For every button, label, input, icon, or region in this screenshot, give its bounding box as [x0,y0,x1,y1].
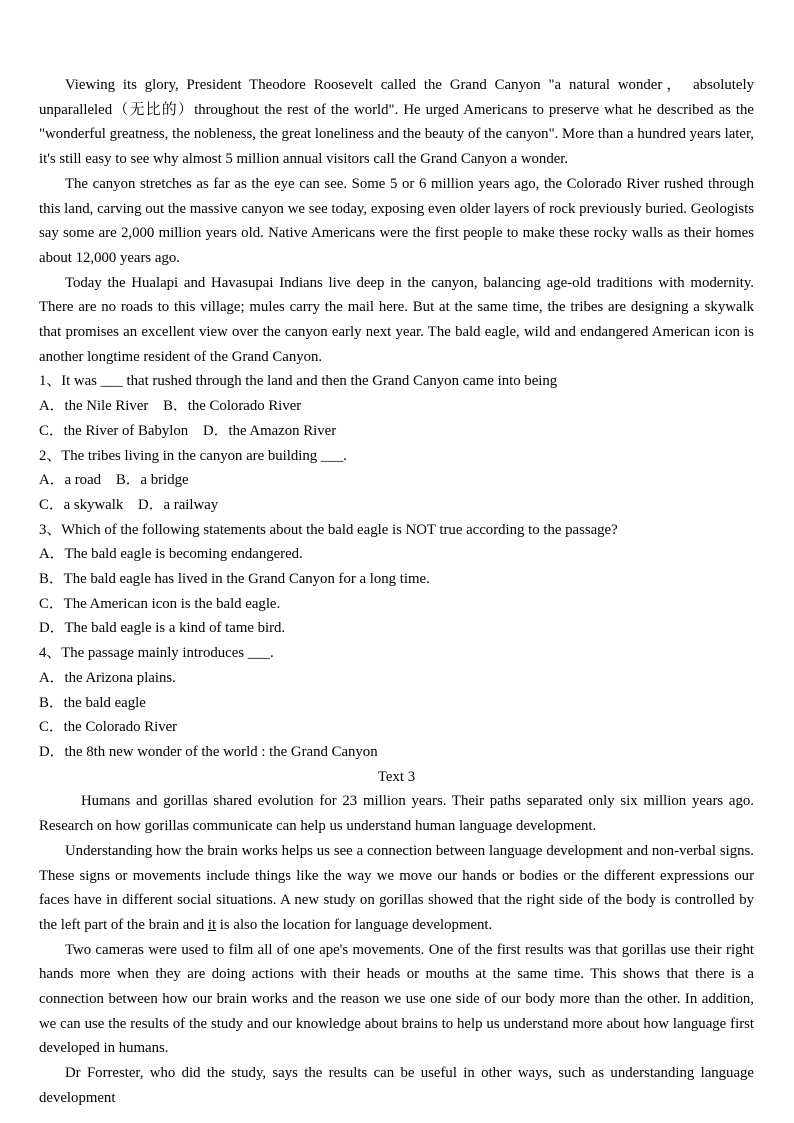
question-4-stem: 4、The passage mainly introduces ___. [39,645,274,662]
question-3-option-c: C．The American icon is the bald eagle. [39,595,281,612]
question-2-stem: 2、The tribes living in the canyon are building ___. [39,447,347,464]
text3-paragraph-2-before: Understanding how the brain works helps us see a connection between language development and non-verbal signs. These signs or movements include things like the way we move our hands or bodies or the different expressions our faces have in different social situations. A new study on gorillas showed that the right side of the body is controlled by the left part of the brain and [39,842,754,933]
question-3-option-d: D．The bald eagle is a kind of tame bird. [39,620,286,637]
question-3-option-b: B．The bald eagle has lived in the Grand Canyon for a long time. [39,571,430,588]
passage-paragraph: Viewing its glory, President Theodore Roosevelt called the Grand Canyon "a natural wonder， absolutely unparalleled（无比的）throughout the rest of the world". He urged Americans to preserve what he described as the "wonderful greatness, the nobleness, the great loneliness and the beauty of the canyon". More than a hundred years later, it's still easy to see why almost 5 million annual visitors call the Grand Canyon a wonder. [39,77,754,168]
question-1-options-ab: A．the Nile River B．the Colorado River [39,398,302,415]
question-4-option-a: A．the Arizona plains. [39,669,176,686]
passage-paragraph: Today the Hualapi and Havasupai Indians live deep in the canyon, balancing age-old traditions with modernity. There are no roads to this village; mules carry the mail here. But at the same time, the tribes are designing a skywalk that promises an excellent view over the canyon early next year. The bald eagle, wild and endangered American icon is another longtime resident of the Grand Canyon. [39,274,754,365]
question-4-option-b: B．the bald eagle [39,694,146,711]
question-4-option-c: C．the Colorado River [39,719,178,736]
text3-paragraph-2 [39,839,754,938]
text3-paragraph-2-after: is also the location for language development. [216,916,493,933]
question-2-options-ab: A．a road B．a bridge [39,472,189,489]
text3-paragraph-4: Dr Forrester, who did the study, says the results can be useful in other ways, such as understanding language development [39,1065,754,1106]
question-2-options-cd: C．a skywalk D．a railway [39,496,219,513]
question-3-option-a: A．The bald eagle is becoming endangered. [39,546,303,563]
question-1-options-cd: C．the River of Babylon D．the Amazon River [39,422,337,439]
text3-paragraph-3: Two cameras were used to film all of one ape's movements. One of the first results was that gorillas use their right hands more when they are doing actions with their heads or mouths at the same time. This shows that there is a connection between how our brain works and the reason we use one side of our body more than the other. In addition, we can use the results of the study and our knowledge about brains to help us understand more about how language first developed in humans. [39,941,754,1057]
text3-paragraph-1: Humans and gorillas shared evolution for 23 million years. Their paths separated only six million years ago. Research on how gorillas communicate can help us understand human language development. [39,793,754,835]
question-4-option-d: D．the 8th new wonder of the world : the Grand Canyon [39,743,378,760]
question-3-stem: 3、Which of the following statements about the bald eagle is NOT true according to the passage? [39,521,618,538]
passage-paragraph: The canyon stretches as far as the eye can see. Some 5 or 6 million years ago, the Colorado River rushed through this land, carving out the massive canyon we see today, exposing even older layers of rock previously buried. Geologists say some are 2,000 million years old. Native Americans were the first people to make these rocky walls as their homes about 12,000 years ago. [39,175,754,266]
text3-underlined-word: it [207,916,217,933]
text3-heading: Text 3 [377,768,416,785]
question-1-stem: 1、It was ___ that rushed through the land and then the Grand Canyon came into being [39,373,558,390]
